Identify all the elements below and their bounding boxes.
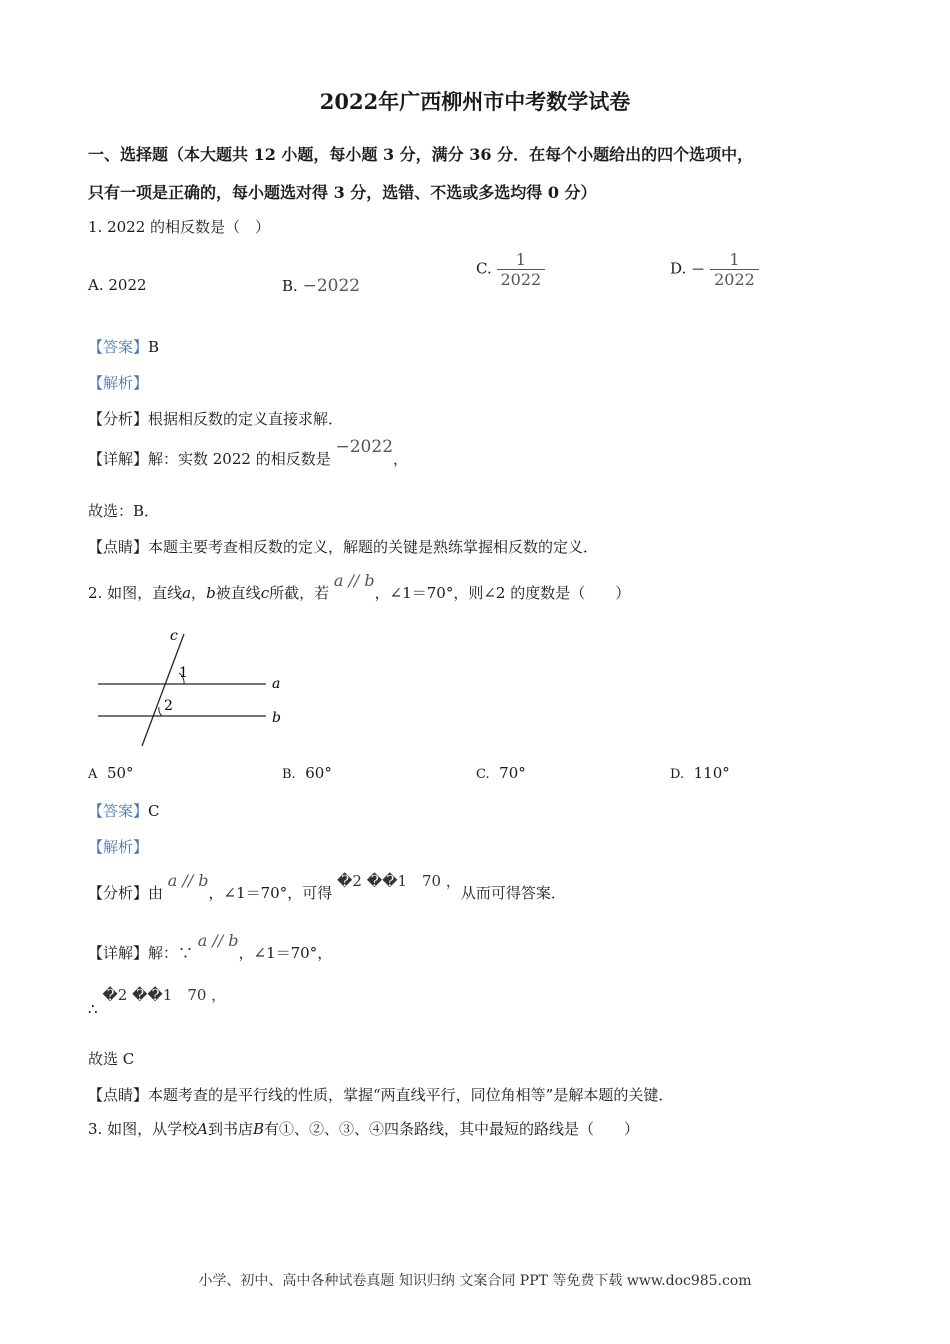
label-a: a <box>272 676 281 692</box>
q1-option-d-sign: − <box>691 259 706 280</box>
q3-var-B: B <box>252 1120 264 1138</box>
q2-option-b-value: 60° <box>305 764 332 782</box>
q2-xiangjie <box>88 931 333 963</box>
q2-option-c-value: 70° <box>499 764 526 782</box>
q1-option-c-denominator: 2022 <box>500 270 542 289</box>
q1-option-b-label: B. <box>282 277 298 295</box>
q2-fenxi-mid: ，∠1＝70°，可得 <box>208 884 333 902</box>
q1-dianjing: 【点睛】本题主要考查相反数的定义，解题的关键是熟练掌握相反数的定义． <box>88 538 599 556</box>
q3-stem-post: 有①、②、③、④四条路线，其中最短的路线是（ ） <box>263 1120 639 1138</box>
q2-answer <box>88 800 160 821</box>
q2-stem-pre: 2. 如图，直线 <box>88 584 183 602</box>
label-c: c <box>170 628 178 644</box>
q2-therefore <box>88 986 227 1019</box>
q1-guxuan: 故选：B． <box>88 502 160 520</box>
q1-xiangjie <box>88 437 409 469</box>
q1-option-c <box>476 250 545 289</box>
page-title: 2022年广西柳州市中考数学试卷 <box>319 89 631 114</box>
q1-option-d-denominator: 2022 <box>714 270 755 289</box>
q2-option-b <box>282 764 332 782</box>
q1-option-c-label: C. <box>476 259 492 278</box>
q2-var-c: c <box>260 584 270 602</box>
q1-answer-tag: 【答案】 <box>88 338 149 356</box>
q2-guxuan: 故选 C <box>88 1050 135 1068</box>
q2-option-a-label: A <box>88 767 98 782</box>
q2-fenxi-garbled: �2 ��1 70 ， <box>337 872 461 890</box>
q2-stem-mid1: 被直线 <box>215 584 261 602</box>
q1-option-c-numerator: 1 <box>515 250 526 269</box>
q1-xiangjie-text: 【详解】解：实数 2022 的相反数是 <box>88 450 331 468</box>
q2-answer-tag: 【答案】 <box>88 802 149 820</box>
q2-therefore-garbled: �2 ��1 70 ， <box>102 986 227 1004</box>
q2-fenxi-pre: 【分析】由 <box>88 884 164 902</box>
q2-option-c-label: C. <box>476 767 490 782</box>
section-heading-line2: 只有一项是正确的，每小题选对得 3 分，选错、不选或多选均得 0 分） <box>88 183 597 202</box>
q2-fenxi <box>88 871 566 903</box>
label-b: b <box>272 710 281 726</box>
q2-figure <box>88 624 298 754</box>
q1-jiexi: 【解析】 <box>88 374 149 392</box>
q2-fenxi-post: 从而可得答案． <box>460 884 566 902</box>
q3-stem-pre: 3. 如图，从学校 <box>88 1120 198 1138</box>
page-footer: 小学、初中、高中各种试卷真题 知识归纳 文案合同 PPT 等免费下载 www.doc985.com <box>198 1273 752 1289</box>
q2-dianjing: 【点睛】本题考查的是平行线的性质，掌握“两直线平行，同位角相等”是解本题的关键． <box>88 1086 674 1104</box>
q1-fenxi: 【分析】根据相反数的定义直接求解． <box>88 410 344 428</box>
therefore-icon: ∴ <box>88 1000 98 1018</box>
q2-stem <box>88 571 631 603</box>
q1-option-d-numerator: 1 <box>729 250 740 269</box>
q2-comma: ， <box>191 584 207 602</box>
q1-answer-value: B <box>148 338 160 356</box>
q2-option-d-label: D. <box>670 767 685 782</box>
label-2: 2 <box>164 698 173 714</box>
q1-option-c-fraction <box>497 250 546 289</box>
q2-parallel: a // b <box>333 571 375 590</box>
q2-option-c <box>476 764 526 782</box>
q2-answer-value: C <box>148 802 160 820</box>
q2-stem-mid2: 所截，若 <box>269 584 330 602</box>
q1-xiangjie-comma: ， <box>393 450 409 468</box>
q2-xiangjie-parallel: a // b <box>197 931 239 950</box>
angle-2-arc <box>159 707 162 716</box>
q1-answer <box>88 336 159 357</box>
q2-option-a <box>88 764 134 782</box>
q2-option-a-value: 50° <box>106 764 134 782</box>
q1-option-d <box>670 250 759 289</box>
q2-option-b-label: B. <box>282 767 296 782</box>
q1-option-d-label: D. <box>670 259 687 278</box>
q2-option-d <box>670 764 730 782</box>
q2-option-d-value: 110° <box>693 764 730 782</box>
q2-fenxi-parallel: a // b <box>167 871 209 890</box>
q2-xiangjie-pre: 【详解】解：∵ <box>88 944 194 962</box>
q2-xiangjie-post: ，∠1＝70°， <box>238 944 333 962</box>
q3-stem-mid: 到书店 <box>207 1120 253 1138</box>
q2-var-b: b <box>206 584 216 602</box>
section-heading-line1: 一、选择题（本大题共 12 小题，每小题 3 分，满分 36 分．在每个小题给出的四个选项中， <box>88 145 754 164</box>
q2-jiexi: 【解析】 <box>88 838 149 856</box>
q1-xiangjie-value: −2022 <box>335 437 394 457</box>
q1-option-b <box>282 276 360 296</box>
line-c <box>142 634 184 746</box>
q1-option-a: A. 2022 <box>88 276 147 294</box>
q2-stem-post: ，∠1＝70°，则∠2 的度数是（ ） <box>374 584 631 602</box>
q1-option-b-value: −2022 <box>302 276 361 296</box>
label-1: 1 <box>179 665 188 681</box>
q3-var-A: A <box>197 1120 208 1138</box>
q2-var-a: a <box>182 584 192 602</box>
q1-stem: 1. 2022 的相反数是（ ） <box>88 218 271 236</box>
q1-option-d-fraction <box>710 250 759 289</box>
q3-stem <box>88 1118 639 1139</box>
